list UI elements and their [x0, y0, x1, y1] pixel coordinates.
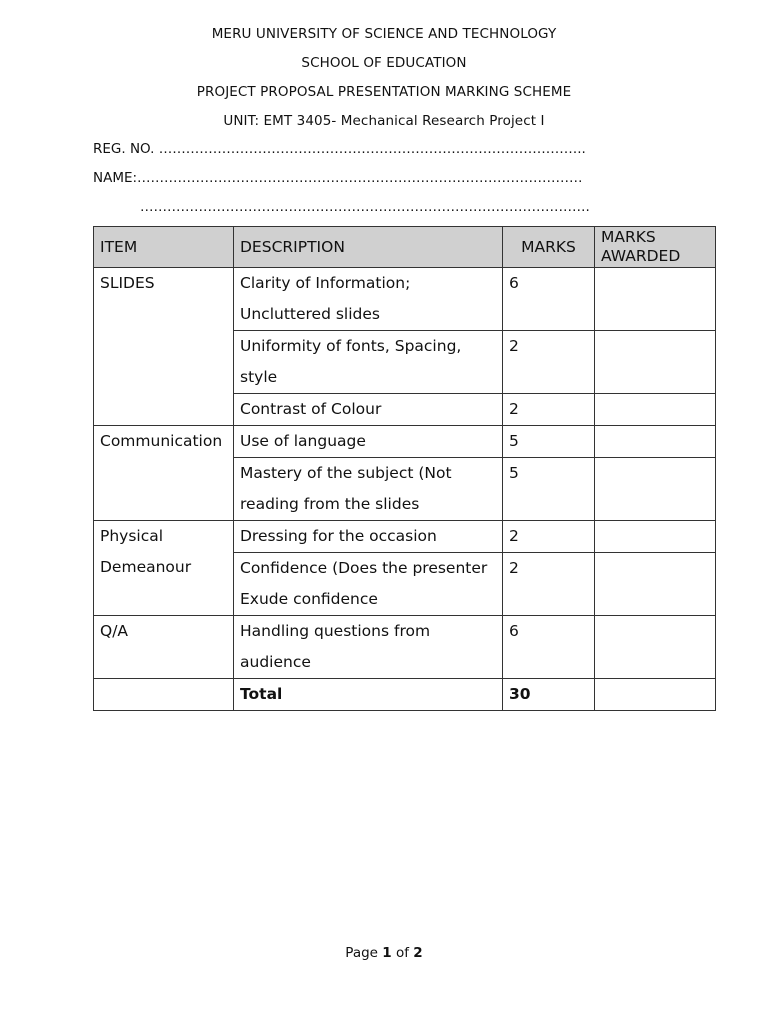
marks-cell: 6 — [503, 616, 595, 679]
document-title: PROJECT PROPOSAL PRESENTATION MARKING SCHEME — [196, 84, 572, 100]
marks-cell: 6 — [503, 268, 595, 331]
description-cell: Uniformity of fonts, Spacing, style — [234, 331, 503, 394]
of-word: of — [395, 945, 409, 961]
marking-scheme-table — [93, 226, 716, 711]
marks-cell: 5 — [503, 458, 595, 521]
item-cell: Physical Demeanour — [94, 521, 234, 616]
item-cell: Q/A — [94, 616, 234, 679]
description-cell: Dressing for the occasion — [234, 521, 503, 553]
marks-awarded-cell[interactable] — [595, 616, 716, 679]
description-cell: Contrast of Colour — [234, 394, 503, 426]
description-cell: Clarity of Information; Uncluttered slides — [234, 268, 503, 331]
header-marks-awarded-line2: AWARDED — [601, 247, 681, 265]
table-row — [94, 426, 716, 458]
marks-awarded-cell[interactable] — [595, 521, 716, 553]
university-name: MERU UNIVERSITY OF SCIENCE AND TECHNOLOGY — [211, 26, 557, 42]
marks-cell: 2 — [503, 553, 595, 616]
unit-line: UNIT: EMT 3405- Mechanical Research Project I — [223, 113, 545, 129]
header-description: DESCRIPTION — [234, 227, 503, 268]
table-row — [94, 268, 716, 331]
name-field: NAME:……………………………………………………………………………………… — [93, 170, 583, 186]
total-awarded-cell[interactable] — [595, 679, 716, 711]
marks-cell: 2 — [503, 331, 595, 394]
header-item: ITEM — [94, 227, 234, 268]
item-cell: Communication — [94, 426, 234, 521]
marks-awarded-cell[interactable] — [595, 553, 716, 616]
header-marks: MARKS — [503, 227, 595, 268]
item-cell: SLIDES — [94, 268, 234, 426]
total-label: Total — [234, 679, 503, 711]
page-footer — [0, 944, 768, 962]
marks-awarded-cell[interactable] — [595, 458, 716, 521]
total-row — [94, 679, 716, 711]
description-cell: Mastery of the subject (Not reading from the slides — [234, 458, 503, 521]
total-pages-number: 2 — [413, 945, 423, 961]
marks-cell: 5 — [503, 426, 595, 458]
marks-cell: 2 — [503, 394, 595, 426]
table-row — [94, 521, 716, 553]
description-cell: Handling questions from audience — [234, 616, 503, 679]
marks-awarded-cell[interactable] — [595, 268, 716, 331]
current-page-number: 1 — [382, 945, 392, 961]
table-header-row — [94, 227, 716, 268]
marks-awarded-cell[interactable] — [595, 331, 716, 394]
school-name: SCHOOL OF EDUCATION — [301, 55, 467, 71]
header-marks-awarded — [595, 227, 716, 268]
page-word: Page — [345, 945, 378, 961]
table-row — [94, 616, 716, 679]
description-cell: Use of language — [234, 426, 503, 458]
total-marks: 30 — [503, 679, 595, 711]
marks-awarded-cell[interactable] — [595, 426, 716, 458]
description-cell: Confidence (Does the presenter Exude confidence — [234, 553, 503, 616]
reg-no-field: REG. NO. ………………………………………………………………………………….. — [93, 141, 586, 157]
total-item-cell — [94, 679, 234, 711]
header-marks-awarded-line1: MARKS — [601, 228, 656, 246]
name-field-continued: ………………………………………………………………………………………. — [140, 199, 590, 215]
marks-awarded-cell[interactable] — [595, 394, 716, 426]
marks-cell: 2 — [503, 521, 595, 553]
